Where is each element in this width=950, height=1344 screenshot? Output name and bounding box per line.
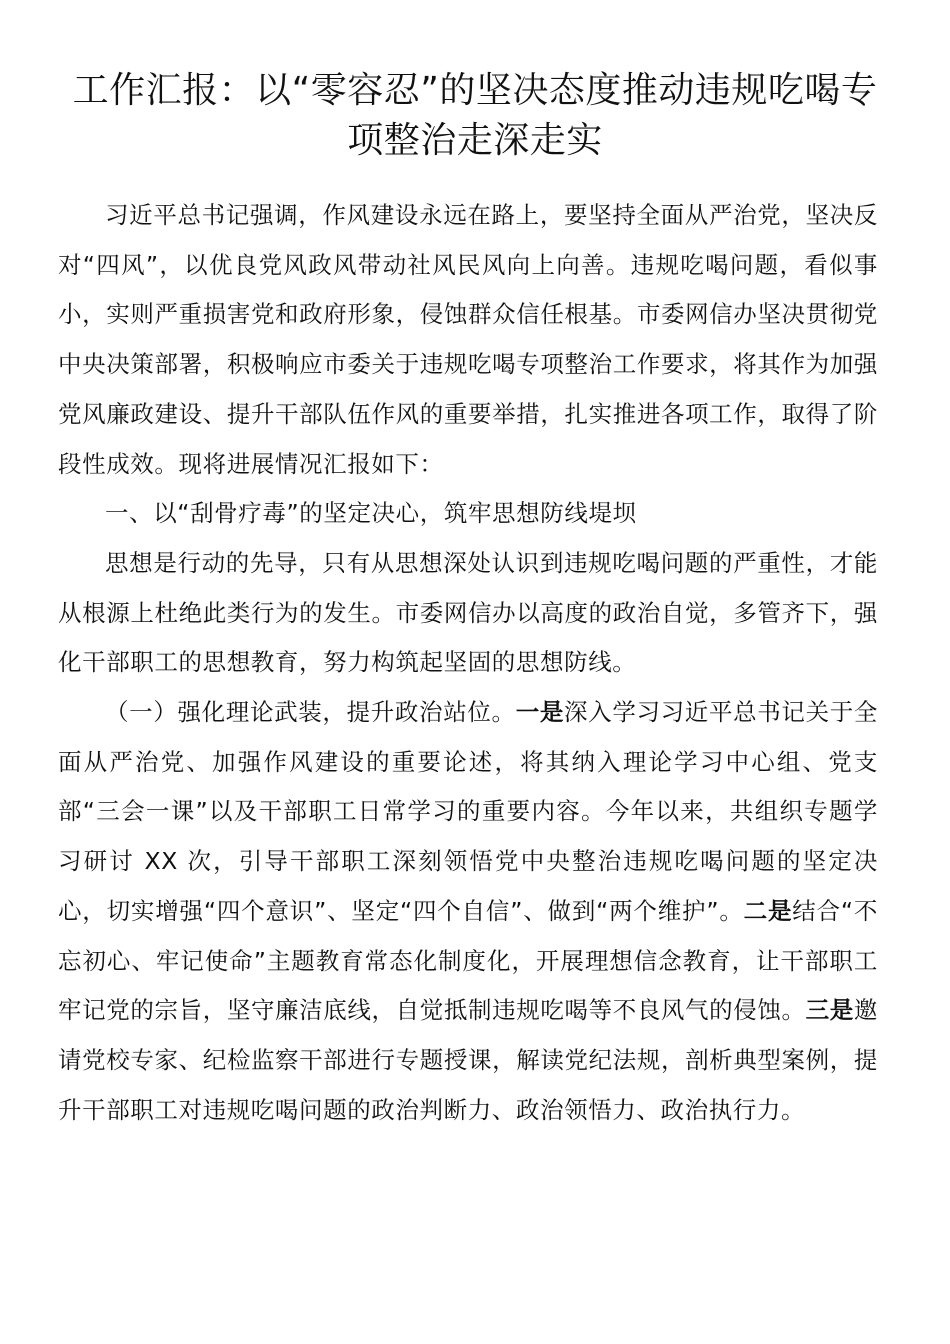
document-body <box>58 191 878 1135</box>
document-title: 工作汇报：以“零容忍”的坚决态度推动违规吃喝专项整治走深走实 <box>72 70 878 161</box>
point-text-1: 深入学习习近平总书记关于全面从严治党、加强作风建设的重要论述，将其纳入理论学习中心组、党支部“三会一课”以及干部职工日常学习的重要内容。今年以来，共组织专题学习研讨 XX 次，引导干部职工深刻领悟党中央整治违规吃喝问题的坚定决心，切实增强“四个意识”、坚定“四个自信”、做到“两个维护”。 <box>58 698 879 925</box>
subsection-1-paragraph <box>58 688 878 1135</box>
intro-paragraph: 习近平总书记强调，作风建设永远在路上，要坚持全面从严治党，坚决反对“四风”，以优良党风政风带动社风民风向上向善。违规吃喝问题，看似事小，实则严重损害党和政府形象，侵蚀群众信任根基。市委网信办坚决贯彻党中央决策部署，积极响应市委关于违规吃喝专项整治工作要求，将其作为加强党风廉政建设、提升干部队伍作风的重要举措，扎实推进各项工作，取得了阶段性成效。现将进展情况汇报如下： <box>58 201 878 478</box>
point-text-2: 结合“不忘初心、牢记使命”主题教育常态化制度化，开展理想信念教育，让干部职工牢记党的宗旨，坚守廉洁底线，自觉抵制违规吃喝等不良风气的侵蚀。 <box>58 896 879 1025</box>
section-heading-1: 一、以“刮骨疗毒”的坚定决心，筑牢思想防线堤坝 <box>105 499 637 528</box>
point-marker-1: 一是 <box>515 698 565 727</box>
point-marker-3: 三是 <box>805 996 854 1025</box>
subsection-1-lead: （一）强化理论武装，提升政治站位。 <box>105 698 516 727</box>
section1-intro-paragraph: 思想是行动的先导，只有从思想深处认识到违规吃喝问题的严重性，才能从根源上杜绝此类行为的发生。市委网信办以高度的政治自觉，多管齐下，强化干部职工的思想教育，努力构筑起坚固的思想防线。 <box>58 548 878 677</box>
point-marker-2: 二是 <box>743 896 793 925</box>
point-text-3: 邀请党校专家、纪检监察干部进行专题授课，解读党纪法规，剖析典型案例，提升干部职工对违规吃喝问题的政治判断力、政治领悟力、政治执行力。 <box>58 996 879 1124</box>
